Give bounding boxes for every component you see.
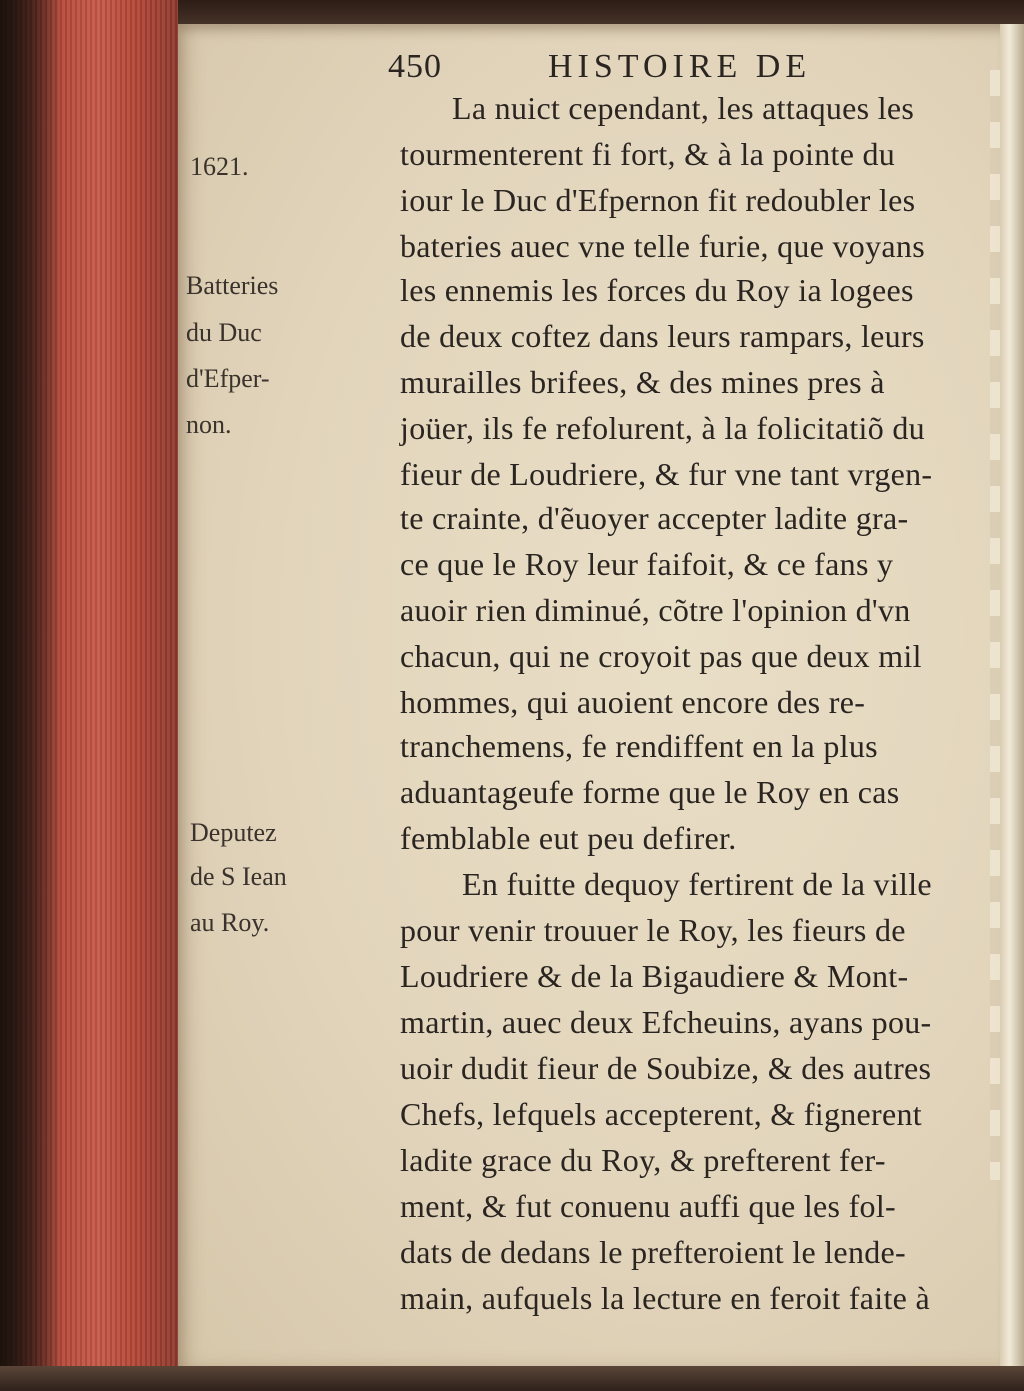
body-line: tranchemens, fe rendiffent en la plus — [400, 728, 878, 764]
margin-note-batteries-1: Batteries — [186, 271, 279, 300]
margin-year: 1621. — [190, 152, 249, 181]
body-line: hommes, qui auoient encore des re- — [400, 684, 866, 720]
margin-note-deputez-1: Deputez — [190, 818, 277, 847]
body-line: bateries auec vne telle furie, que voyans — [400, 228, 925, 264]
margin-note-deputez-2: de S Iean — [190, 862, 287, 891]
body-line: martin, auec deux Efcheuins, ayans pou- — [400, 1004, 932, 1040]
body-line: ce que le Roy leur faifoit, & ce fans y — [400, 546, 894, 582]
body-line: main, aufquels la lecture en feroit faite à — [400, 1280, 930, 1316]
body-line: iour le Duc d'Efpernon fit redoubler les — [400, 182, 916, 218]
body-line: te crainte, d'ẽuoyer accepter ladite gra- — [400, 500, 909, 536]
body-line: La nuict cependant, les attaques les — [452, 90, 915, 126]
margin-note-deputez-3: au Roy. — [190, 908, 270, 937]
body-line: les ennemis les forces du Roy ia logees — [400, 272, 914, 308]
margin-note-batteries-2: du Duc — [186, 318, 262, 347]
margin-note-batteries-4: non. — [186, 410, 232, 439]
body-line: aduantageufe forme que le Roy en cas — [400, 774, 900, 810]
body-line: pour venir trouuer le Roy, les fieurs de — [400, 912, 906, 948]
body-line: joüer, ils fe refolurent, à la folicitatiõ du — [400, 410, 925, 446]
body-line: chacun, qui ne croyoit pas que deux mil — [400, 638, 922, 674]
body-line: fieur de Loudriere, & fur vne tant vrgen- — [400, 456, 933, 492]
body-line: Chefs, lefquels accepterent, & fignerent — [400, 1096, 922, 1132]
body-line: uoir dudit fieur de Soubize, & des autres — [400, 1050, 932, 1086]
page-number: 450 — [388, 48, 442, 85]
body-line: tourmenterent fi fort, & à la pointe du — [400, 136, 896, 172]
running-title: HISTOIRE DE — [548, 48, 812, 85]
body-line: Loudriere & de la Bigaudiere & Mont- — [400, 958, 909, 994]
body-line: ladite grace du Roy, & prefterent fer- — [400, 1142, 886, 1178]
body-line: femblable eut peu defirer. — [400, 820, 737, 856]
body-line: auoir rien diminué, cõtre l'opinion d'vn — [400, 592, 911, 628]
body-line: ment, & fut conuenu auffi que les fol- — [400, 1188, 897, 1224]
margin-note-batteries-3: d'Efper- — [186, 364, 270, 393]
body-line: murailles brifees, & des mines pres à — [400, 364, 885, 400]
body-line: dats de dedans le prefteroient le lende- — [400, 1234, 906, 1270]
body-line: de deux coftez dans leurs rampars, leurs — [400, 318, 925, 354]
body-line: En fuitte dequoy fertirent de la ville — [462, 866, 932, 902]
